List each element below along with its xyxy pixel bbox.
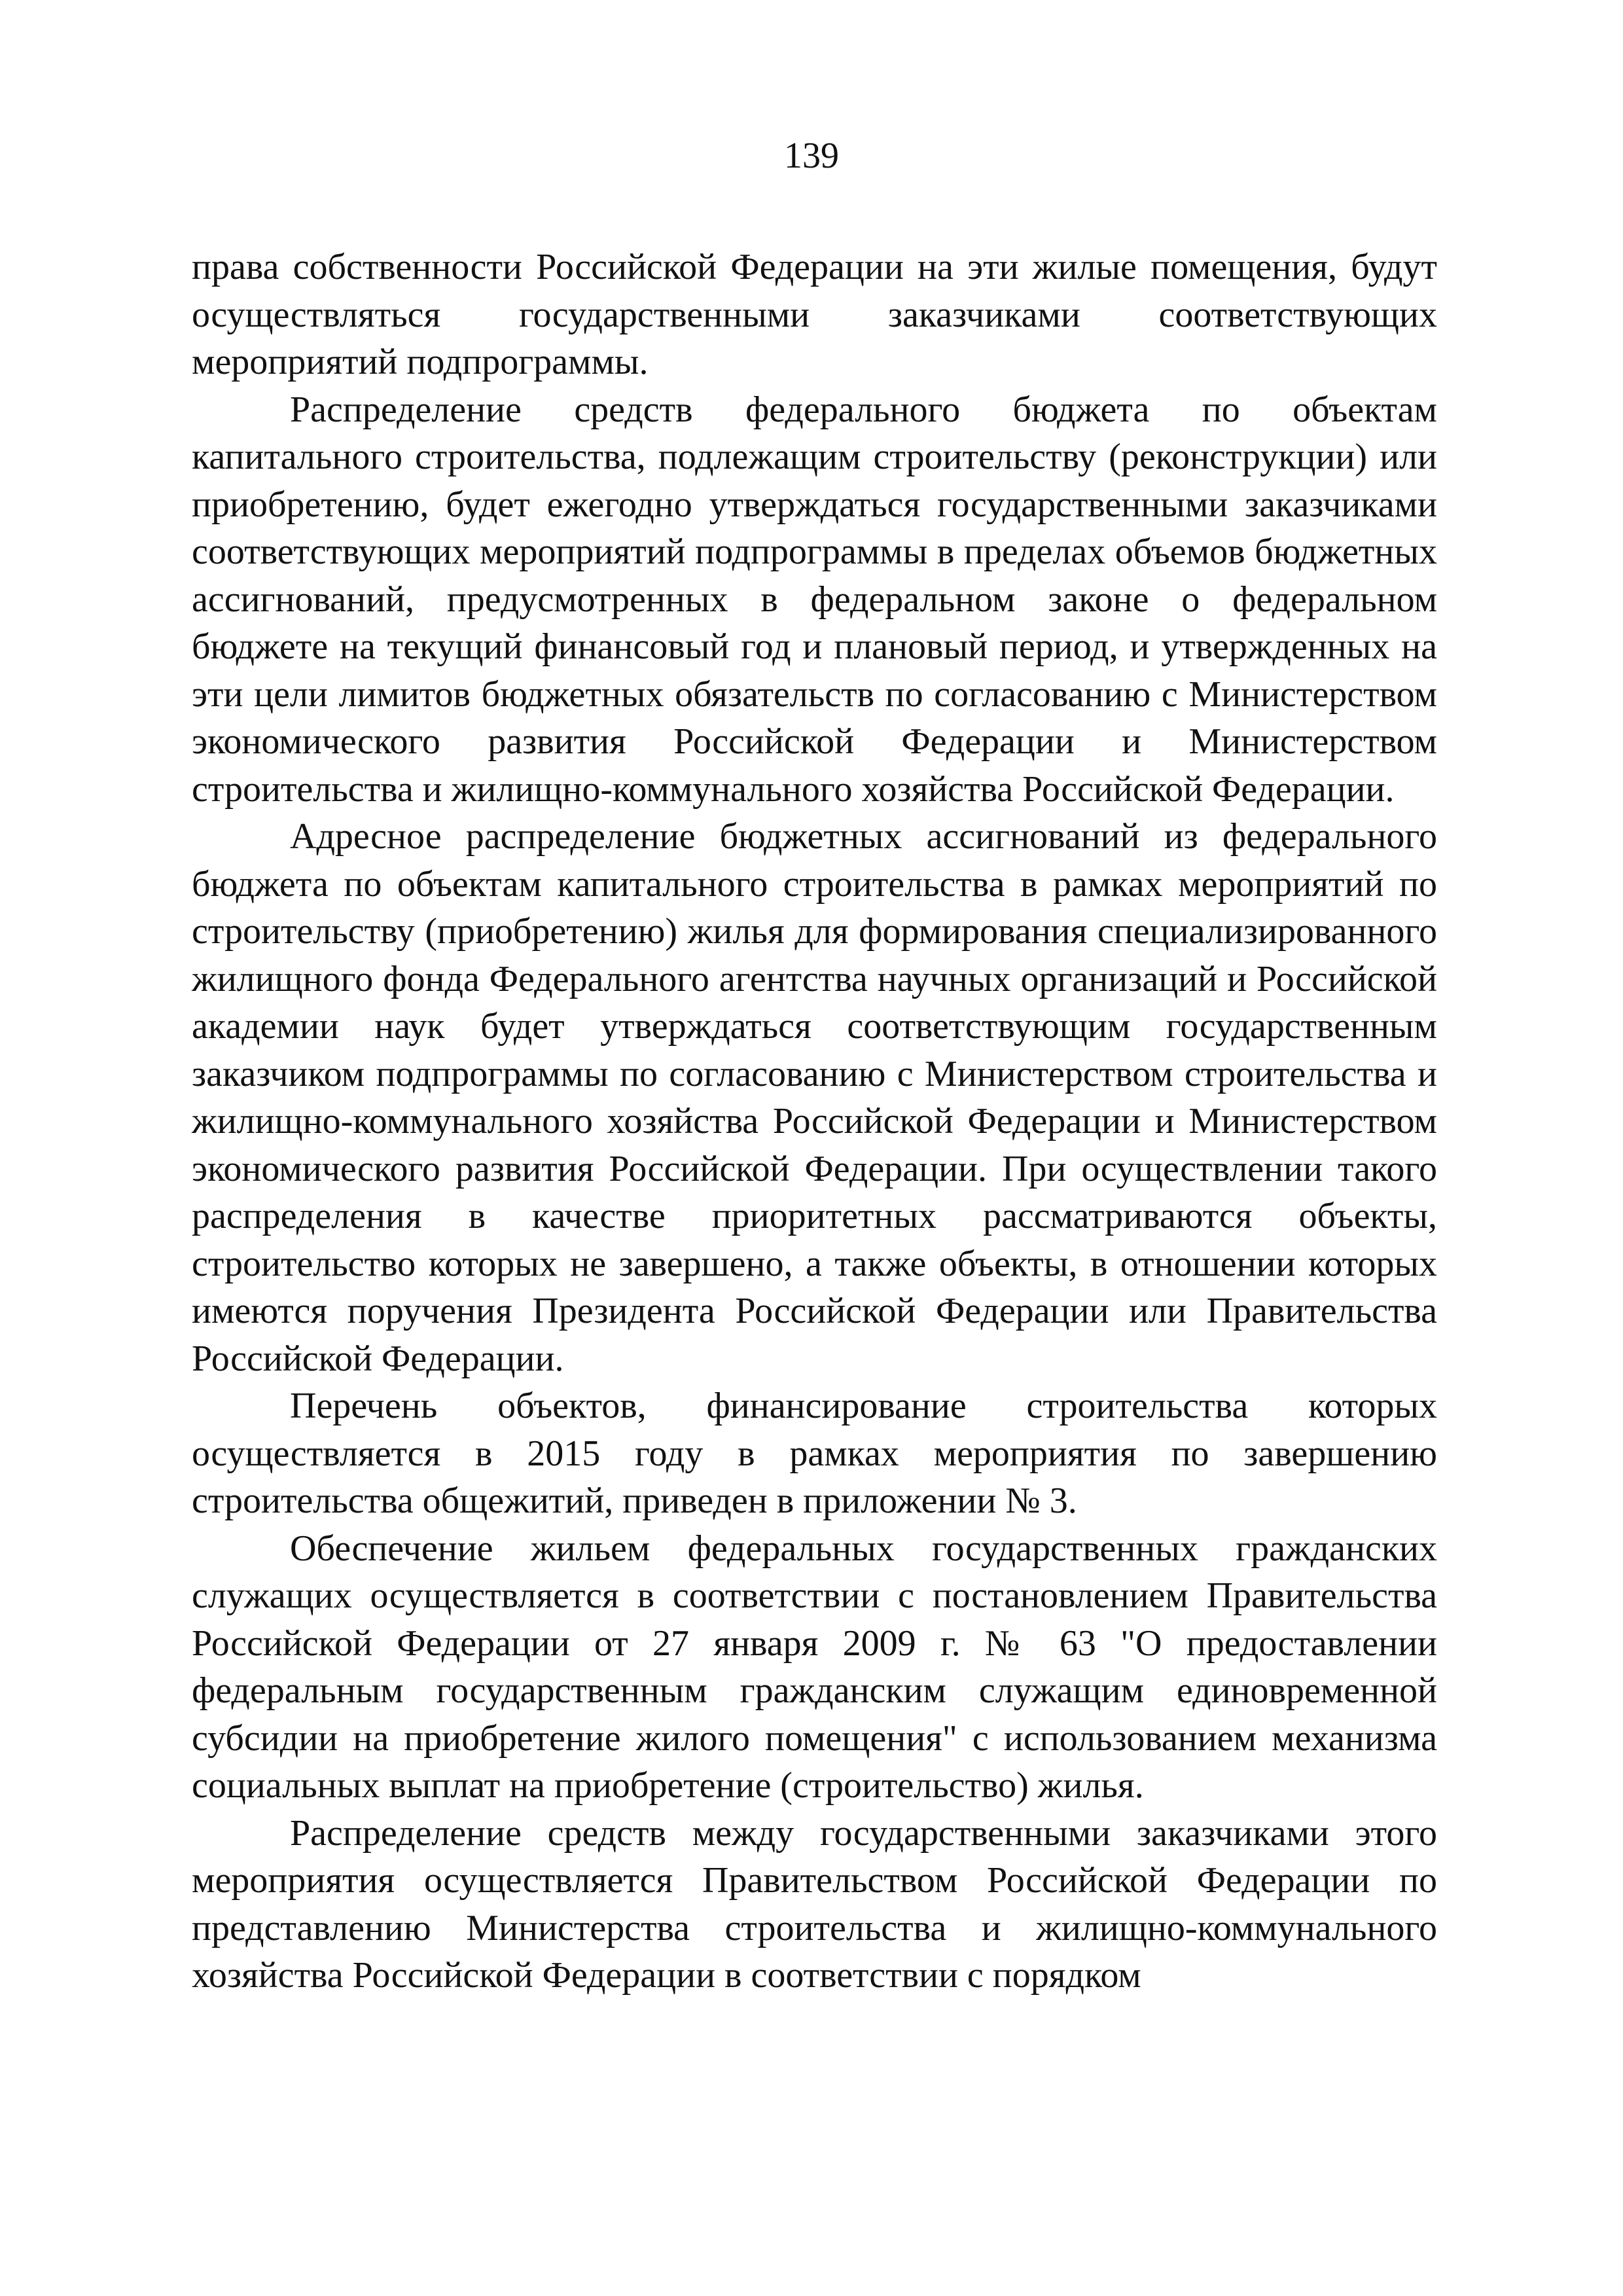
paragraph-address-distribution: Адресное распределение бюджетных ассигнований из федерального бюджета по объектам капитального строительства в рамках мероприятий по строительству (приобретению) жилья для формирования специализированного жилищного фонда Федерального агентства научных организаций и Российской академии наук будет утверждаться соответствующим государственным заказчиком подпрограммы по согласованию с Министерством строительства и жилищно-коммунального хозяйства Российской Федерации и Министерством экономического развития Российской Федерации. При осуществлении такого распределения в качестве приоритетных рассматриваются объекты, строительство которых не завершено, а также объекты, в отношении которых имеются поручения Президента Российской Федерации или Правительства Российской Федерации. <box>192 816 1437 1379</box>
page-number: 139 <box>784 135 839 176</box>
paragraph-housing-provision: Обеспечение жильем федеральных государственных гражданских служащих осуществляется в соответствии с постановлением Правительства Российской Федерации от 27 января 2009 г. № 63 "О предоставлении федеральным государственным гражданским служащим единовременной субсидии на приобретение жилого помещения" с использованием механизма социальных выплат на приобретение (строительство) жилья. <box>192 1528 1437 1806</box>
paragraph-budget-distribution: Распределение средств федерального бюджета по объектам капитального строительства, подлежащим строительству (реконструкции) или приобретению, будет ежегодно утверждаться государственными заказчиками соответствующих мероприятий подпрограммы в пределах объемов бюджетных ассигнований, предусмотренных в федеральном законе о федеральном бюджете на текущий финансовый год и плановый период, и утвержденных на эти цели лимитов бюджетных обязательств по согласованию с Министерством экономического развития Российской Федерации и Министерством строительства и жилищно-коммунального хозяйства Российской Федерации. <box>192 389 1437 810</box>
paragraph-funds-distribution: Распределение средств между государственными заказчиками этого мероприятия осуществляется Правительством Российской Федерации по представлению Министерства строительства и жилищно-коммунального хозяйства Российской Федерации в соответствии с порядком <box>192 1812 1437 1996</box>
paragraph-continuation: права собственности Российской Федерации на эти жилые помещения, будут осуществляться государственными заказчиками соответствующих мероприятий подпрограммы. <box>192 247 1437 382</box>
document-body <box>192 243 1437 2000</box>
paragraph-objects-list: Перечень объектов, финансирование строительства которых осуществляется в 2015 году в рамках мероприятия по завершению строительства общежитий, приведен в приложении № 3. <box>192 1386 1437 1521</box>
